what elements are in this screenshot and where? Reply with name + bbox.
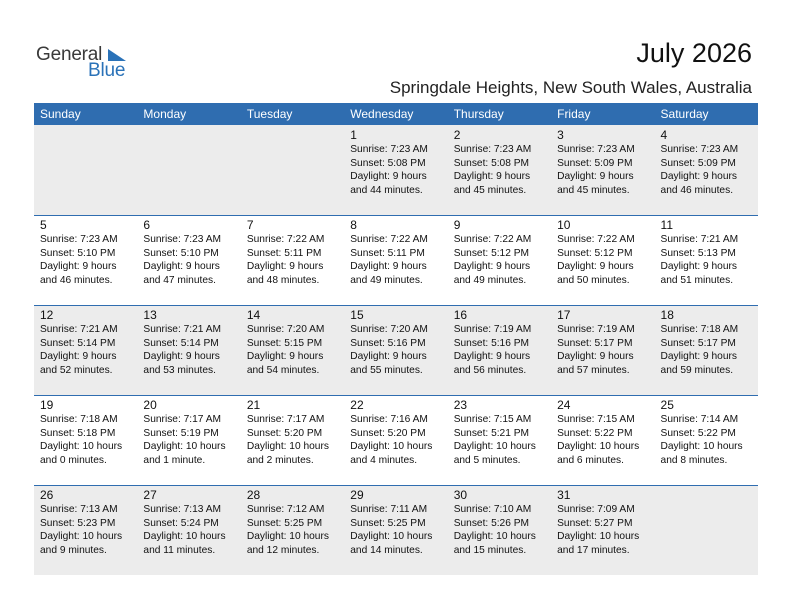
calendar-day-cell: [655, 395, 758, 485]
day-number: 9: [453, 218, 461, 232]
daylight-minutes-text: and 57 minutes.: [557, 364, 630, 376]
sunset-text: Sunset: 5:23 PM: [40, 517, 116, 529]
sunset-text: Sunset: 5:14 PM: [143, 337, 219, 349]
sunset-text: Sunset: 5:09 PM: [660, 157, 736, 169]
calendar-day-cell: [655, 485, 758, 575]
calendar-day-cell: [137, 395, 240, 485]
daylight-text: Daylight: 10 hours: [350, 531, 433, 542]
daylight-text: Daylight: 10 hours: [660, 441, 743, 452]
sunrise-text: Sunrise: 7:13 AM: [40, 504, 118, 515]
sunset-text: Sunset: 5:12 PM: [453, 247, 530, 259]
sunset-text: Sunset: 5:22 PM: [660, 427, 736, 439]
sunrise-text: Sunrise: 7:21 AM: [40, 324, 118, 335]
weekday-thursday: Thursday: [453, 107, 504, 121]
daylight-text: Daylight: 9 hours: [40, 261, 117, 272]
daylight-minutes-text: and 8 minutes.: [660, 454, 728, 466]
daylight-minutes-text: and 50 minutes.: [557, 274, 630, 286]
sunset-text: Sunset: 5:20 PM: [246, 427, 323, 439]
calendar-day-cell: [551, 485, 654, 575]
calendar-day-cell: [655, 305, 758, 395]
weekday-header: [34, 103, 758, 125]
calendar-day-cell: [551, 305, 654, 395]
brand-logo: [36, 44, 136, 84]
day-number: 1: [350, 128, 357, 142]
calendar-day-cell: [448, 305, 551, 395]
day-number: 30: [453, 488, 468, 502]
day-number: 29: [350, 488, 364, 502]
day-number: 22: [350, 398, 364, 412]
sunset-text: Sunset: 5:17 PM: [557, 337, 633, 349]
daylight-minutes-text: and 11 minutes.: [143, 544, 216, 556]
sunset-text: Sunset: 5:10 PM: [40, 247, 116, 259]
sunrise-text: Sunrise: 7:17 AM: [143, 414, 222, 425]
sunrise-text: Sunrise: 7:21 AM: [143, 324, 222, 335]
calendar-day-cell: [344, 215, 447, 305]
sunrise-text: Sunrise: 7:18 AM: [660, 324, 739, 335]
daylight-text: Daylight: 9 hours: [660, 261, 737, 272]
daylight-minutes-text: and 6 minutes.: [557, 454, 624, 466]
sunrise-text: Sunrise: 7:22 AM: [246, 234, 325, 245]
sunrise-text: Sunrise: 7:10 AM: [453, 504, 532, 515]
day-number: 4: [660, 128, 668, 142]
daylight-text: Daylight: 9 hours: [350, 351, 427, 362]
calendar-week-row: [34, 485, 758, 575]
daylight-text: Daylight: 9 hours: [246, 351, 324, 362]
daylight-text: Daylight: 9 hours: [660, 351, 737, 362]
sunset-text: Sunset: 5:21 PM: [453, 427, 530, 439]
calendar-day-cell: [241, 305, 344, 395]
sunrise-text: Sunrise: 7:20 AM: [350, 324, 428, 335]
sunrise-text: Sunrise: 7:22 AM: [350, 234, 428, 245]
day-number: 31: [557, 488, 571, 502]
daylight-minutes-text: and 54 minutes.: [246, 364, 320, 376]
day-number: 12: [40, 308, 54, 322]
sunset-text: Sunset: 5:09 PM: [557, 157, 633, 169]
calendar-week-row: [34, 125, 758, 215]
calendar-day-cell: [137, 125, 240, 215]
daylight-text: Daylight: 9 hours: [246, 261, 324, 272]
sunrise-text: Sunrise: 7:11 AM: [350, 504, 428, 515]
location-subtitle: Springdale Heights, New South Wales, Australia: [389, 78, 752, 97]
daylight-minutes-text: and 5 minutes.: [453, 454, 521, 466]
sunset-text: Sunset: 5:08 PM: [350, 157, 426, 169]
sunrise-text: Sunrise: 7:12 AM: [246, 504, 325, 515]
daylight-text: Daylight: 10 hours: [557, 531, 640, 542]
calendar-day-cell: [137, 215, 240, 305]
daylight-text: Daylight: 9 hours: [453, 261, 531, 272]
day-number: 24: [557, 398, 571, 412]
daylight-minutes-text: and 46 minutes.: [660, 184, 734, 196]
day-number: 2: [453, 128, 461, 142]
daylight-text: Daylight: 10 hours: [453, 441, 536, 452]
daylight-text: Daylight: 10 hours: [40, 441, 123, 452]
daylight-minutes-text: and 56 minutes.: [453, 364, 527, 376]
daylight-minutes-text: and 55 minutes.: [350, 364, 423, 376]
daylight-minutes-text: and 45 minutes.: [557, 184, 630, 196]
sunrise-text: Sunrise: 7:09 AM: [557, 504, 635, 515]
daylight-minutes-text: and 44 minutes.: [350, 184, 423, 196]
day-number: 7: [246, 218, 254, 232]
sunrise-text: Sunrise: 7:19 AM: [453, 324, 532, 335]
weekday-tuesday: Tuesday: [246, 107, 293, 121]
daylight-minutes-text: and 9 minutes.: [40, 544, 107, 556]
sunset-text: Sunset: 5:27 PM: [557, 517, 633, 529]
sunrise-text: Sunrise: 7:16 AM: [350, 414, 428, 425]
weekday-wednesday: Wednesday: [350, 107, 414, 121]
sunset-text: Sunset: 5:12 PM: [557, 247, 633, 259]
sunrise-text: Sunrise: 7:23 AM: [40, 234, 118, 245]
logo-text-general: General: [36, 44, 103, 65]
calendar-day-cell: [34, 485, 137, 575]
calendar-day-cell: [655, 215, 758, 305]
calendar-day-cell: [241, 215, 344, 305]
daylight-text: Daylight: 10 hours: [453, 531, 536, 542]
daylight-minutes-text: and 4 minutes.: [350, 454, 418, 466]
sunset-text: Sunset: 5:14 PM: [40, 337, 116, 349]
calendar-day-cell: [137, 305, 240, 395]
daylight-text: Daylight: 9 hours: [40, 351, 117, 362]
daylight-text: Daylight: 10 hours: [557, 441, 640, 452]
daylight-text: Daylight: 9 hours: [557, 171, 634, 182]
day-number: 13: [143, 308, 157, 322]
calendar-day-cell: [241, 395, 344, 485]
day-number: 5: [40, 218, 47, 232]
calendar-week-row: [34, 305, 758, 395]
daylight-text: Daylight: 10 hours: [246, 441, 329, 452]
daylight-minutes-text: and 0 minutes.: [40, 454, 107, 466]
sunrise-text: Sunrise: 7:18 AM: [40, 414, 118, 425]
sunset-text: Sunset: 5:25 PM: [246, 517, 323, 529]
sunrise-text: Sunrise: 7:17 AM: [246, 414, 325, 425]
sunrise-text: Sunrise: 7:21 AM: [660, 234, 739, 245]
calendar-day-cell: [241, 125, 344, 215]
calendar-day-cell: [448, 215, 551, 305]
daylight-text: Daylight: 9 hours: [350, 261, 427, 272]
sunrise-text: Sunrise: 7:22 AM: [453, 234, 532, 245]
sunrise-text: Sunrise: 7:13 AM: [143, 504, 222, 515]
daylight-text: Daylight: 10 hours: [350, 441, 433, 452]
daylight-text: Daylight: 9 hours: [143, 351, 220, 362]
calendar-day-cell: [344, 305, 447, 395]
sunrise-text: Sunrise: 7:15 AM: [557, 414, 635, 425]
daylight-text: Daylight: 10 hours: [143, 531, 226, 542]
daylight-minutes-text: and 17 minutes.: [557, 544, 630, 556]
calendar-day-cell: [655, 125, 758, 215]
sunset-text: Sunset: 5:15 PM: [246, 337, 323, 349]
sunrise-text: Sunrise: 7:19 AM: [557, 324, 635, 335]
sunrise-text: Sunrise: 7:23 AM: [557, 144, 635, 155]
sunset-text: Sunset: 5:10 PM: [143, 247, 219, 259]
calendar-day-cell: [344, 485, 447, 575]
sunset-text: Sunset: 5:16 PM: [350, 337, 426, 349]
sunrise-text: Sunrise: 7:23 AM: [350, 144, 428, 155]
sunset-text: Sunset: 5:25 PM: [350, 517, 426, 529]
day-number: 20: [143, 398, 157, 412]
calendar-week-row: [34, 395, 758, 485]
daylight-minutes-text: and 52 minutes.: [40, 364, 113, 376]
day-number: 19: [40, 398, 54, 412]
sunset-text: Sunset: 5:16 PM: [453, 337, 530, 349]
daylight-text: Daylight: 9 hours: [350, 171, 427, 182]
weekday-sunday: Sunday: [40, 107, 81, 121]
daylight-text: Daylight: 9 hours: [453, 171, 531, 182]
sunset-text: Sunset: 5:19 PM: [143, 427, 219, 439]
weekday-monday: Monday: [143, 107, 187, 121]
calendar-week-row: [34, 215, 758, 305]
daylight-text: Daylight: 10 hours: [246, 531, 329, 542]
daylight-text: Daylight: 9 hours: [557, 351, 634, 362]
sunset-text: Sunset: 5:17 PM: [660, 337, 736, 349]
day-number: 26: [40, 488, 54, 502]
calendar-day-cell: [344, 125, 447, 215]
calendar-day-cell: [551, 215, 654, 305]
daylight-minutes-text: and 14 minutes.: [350, 544, 423, 556]
daylight-minutes-text: and 15 minutes.: [453, 544, 527, 556]
daylight-minutes-text: and 51 minutes.: [660, 274, 734, 286]
daylight-text: Daylight: 10 hours: [40, 531, 123, 542]
calendar-day-cell: [34, 305, 137, 395]
sunset-text: Sunset: 5:26 PM: [453, 517, 530, 529]
sunset-text: Sunset: 5:20 PM: [350, 427, 426, 439]
day-number: 28: [246, 488, 261, 502]
daylight-text: Daylight: 9 hours: [143, 261, 220, 272]
daylight-minutes-text: and 59 minutes.: [660, 364, 734, 376]
calendar-day-cell: [551, 395, 654, 485]
sunset-text: Sunset: 5:22 PM: [557, 427, 633, 439]
day-number: 18: [660, 308, 674, 322]
daylight-minutes-text: and 1 minute.: [143, 454, 206, 466]
calendar-day-cell: [448, 485, 551, 575]
day-number: 21: [246, 398, 261, 412]
sunrise-text: Sunrise: 7:23 AM: [143, 234, 222, 245]
daylight-minutes-text: and 47 minutes.: [143, 274, 216, 286]
calendar-day-cell: [448, 395, 551, 485]
sunset-text: Sunset: 5:11 PM: [350, 247, 425, 259]
sunrise-text: Sunrise: 7:22 AM: [557, 234, 635, 245]
day-number: 23: [453, 398, 468, 412]
weekday-saturday: Saturday: [660, 107, 709, 121]
sunrise-text: Sunrise: 7:15 AM: [453, 414, 532, 425]
daylight-text: Daylight: 9 hours: [660, 171, 737, 182]
calendar-day-cell: [34, 395, 137, 485]
calendar-day-cell: [448, 125, 551, 215]
daylight-text: Daylight: 9 hours: [557, 261, 634, 272]
calendar-day-cell: [34, 125, 137, 215]
daylight-minutes-text: and 46 minutes.: [40, 274, 113, 286]
sunrise-text: Sunrise: 7:14 AM: [660, 414, 739, 425]
daylight-minutes-text: and 45 minutes.: [453, 184, 527, 196]
day-number: 8: [350, 218, 357, 232]
daylight-text: Daylight: 10 hours: [143, 441, 226, 452]
calendar-day-cell: [241, 485, 344, 575]
day-number: 11: [660, 218, 673, 232]
calendar-day-cell: [34, 215, 137, 305]
day-number: 15: [350, 308, 364, 322]
daylight-minutes-text: and 49 minutes.: [453, 274, 527, 286]
day-number: 3: [557, 128, 564, 142]
weekday-friday: Friday: [557, 107, 591, 121]
day-number: 17: [557, 308, 571, 322]
day-number: 6: [143, 218, 151, 232]
day-number: 25: [660, 398, 674, 412]
sunset-text: Sunset: 5:24 PM: [143, 517, 219, 529]
day-number: 10: [557, 218, 571, 232]
sunset-text: Sunset: 5:08 PM: [453, 157, 530, 169]
logo-text-blue: Blue: [88, 60, 126, 81]
calendar-day-cell: [551, 125, 654, 215]
sunset-text: Sunset: 5:11 PM: [246, 247, 322, 259]
sunset-text: Sunset: 5:13 PM: [660, 247, 736, 259]
sunrise-text: Sunrise: 7:23 AM: [453, 144, 532, 155]
calendar-day-cell: [344, 395, 447, 485]
daylight-minutes-text: and 48 minutes.: [246, 274, 320, 286]
sunset-text: Sunset: 5:18 PM: [40, 427, 116, 439]
daylight-minutes-text: and 2 minutes.: [246, 454, 314, 466]
day-number: 27: [143, 488, 157, 502]
sunrise-text: Sunrise: 7:23 AM: [660, 144, 739, 155]
day-number: 16: [453, 308, 468, 322]
calendar-day-cell: [137, 485, 240, 575]
daylight-minutes-text: and 12 minutes.: [246, 544, 320, 556]
daylight-minutes-text: and 49 minutes.: [350, 274, 423, 286]
daylight-minutes-text: and 53 minutes.: [143, 364, 216, 376]
page-title: July 2026: [636, 38, 752, 68]
sunrise-text: Sunrise: 7:20 AM: [246, 324, 325, 335]
daylight-text: Daylight: 9 hours: [453, 351, 531, 362]
day-number: 14: [246, 308, 261, 322]
